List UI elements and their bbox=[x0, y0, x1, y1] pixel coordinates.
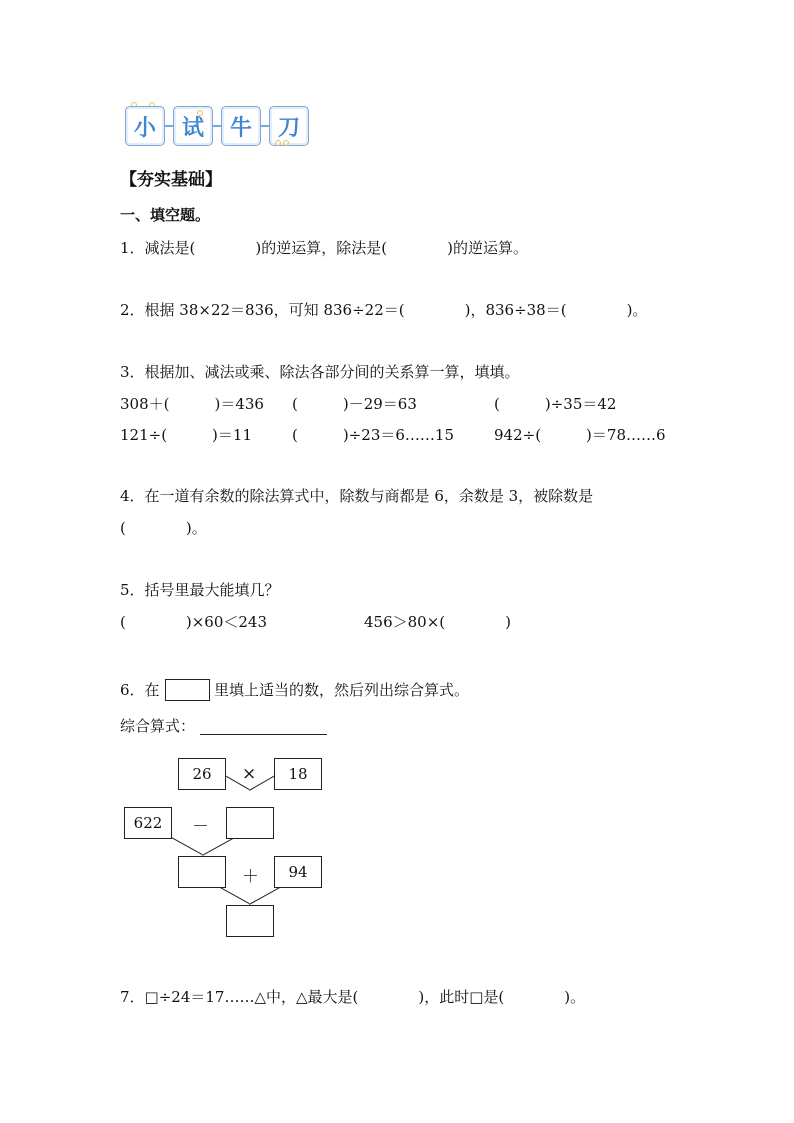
decor-dot bbox=[197, 110, 203, 116]
question-7: 7．□÷24＝17……△中，△最大是( )，此时□是( )。 bbox=[120, 988, 586, 1006]
question-6-prompt-after: 里填上适当的数，然后列出综合算式。 bbox=[214, 681, 470, 699]
badge-char: 试 bbox=[173, 106, 213, 146]
formula-answer-line[interactable] bbox=[200, 734, 327, 735]
question-6-prompt-before: 6．在 bbox=[120, 681, 160, 699]
header-badge bbox=[125, 106, 315, 150]
part-title: 一、填空题。 bbox=[120, 206, 211, 224]
operator-multiply: × bbox=[242, 764, 257, 784]
question-1: 1．减法是( )的逆运算，除法是( )的逆运算。 bbox=[120, 239, 528, 257]
question-5-item: ( )×60＜243 bbox=[120, 613, 267, 631]
operator-minus: － bbox=[192, 817, 209, 837]
decor-dot bbox=[283, 140, 289, 146]
decor-dot bbox=[275, 140, 281, 146]
question-2: 2．根据 38×22＝836，可知 836÷22＝( )，836÷38＝( )。 bbox=[120, 301, 648, 319]
tree-box-bottom[interactable] bbox=[226, 905, 274, 937]
badge-char: 牛 bbox=[221, 106, 261, 146]
badge-char: 刀 bbox=[269, 106, 309, 146]
operator-plus: ＋ bbox=[242, 867, 259, 887]
question-3-item: ( )÷35＝42 bbox=[494, 395, 617, 413]
section-title: 【夯实基础】 bbox=[120, 170, 222, 190]
answer-box-sample bbox=[165, 679, 210, 701]
tree-box-mid-left: 622 bbox=[124, 807, 172, 839]
question-3-item: ( )－29＝63 bbox=[292, 395, 417, 413]
question-4-line2: ( )。 bbox=[120, 519, 207, 537]
tree-box-mid-right[interactable] bbox=[226, 807, 274, 839]
question-5-item: 456＞80×( ) bbox=[364, 613, 511, 631]
question-5-prompt: 5．括号里最大能填几？ bbox=[120, 581, 280, 599]
tree-box-top-right: 18 bbox=[274, 758, 322, 790]
question-3-prompt: 3．根据加、减法或乘、除法各部分间的关系算一算，填填。 bbox=[120, 363, 520, 381]
formula-label: 综合算式： bbox=[120, 717, 196, 735]
question-3-item: ( )÷23＝6……15 bbox=[292, 426, 454, 444]
question-3-item: 121÷( )＝11 bbox=[120, 426, 252, 444]
question-3-item: 308＋( )＝436 bbox=[120, 395, 264, 413]
question-3-item: 942÷( )＝78……6 bbox=[494, 426, 666, 444]
question-4-line1: 4．在一道有余数的除法算式中，除数与商都是 6，余数是 3，被除数是 bbox=[120, 487, 594, 505]
tree-box-top-left: 26 bbox=[178, 758, 226, 790]
tree-box-low-right: 94 bbox=[274, 856, 322, 888]
badge-char: 小 bbox=[125, 106, 165, 146]
tree-box-low-left[interactable] bbox=[178, 856, 226, 888]
